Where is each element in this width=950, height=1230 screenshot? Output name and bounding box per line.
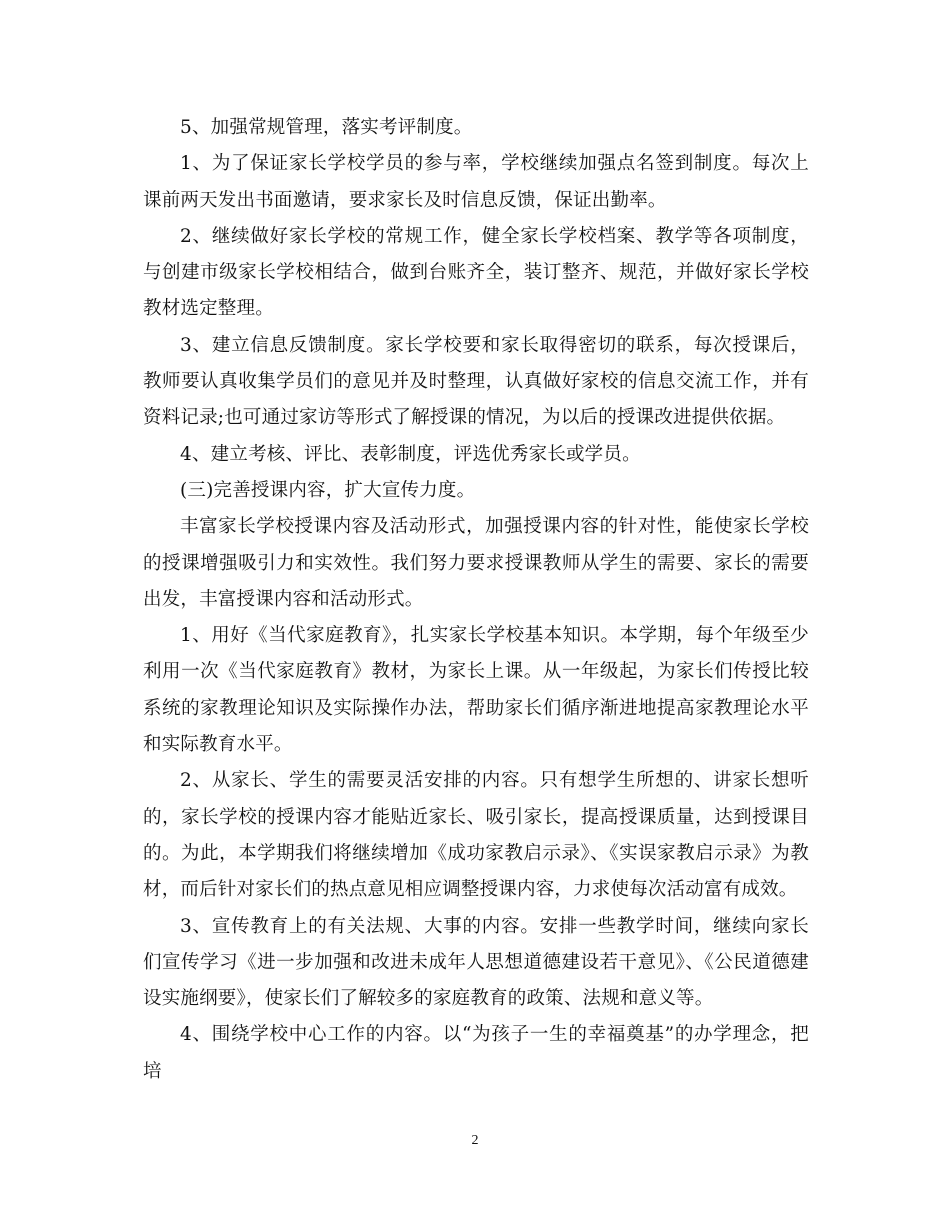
page-number: 2 bbox=[471, 1133, 479, 1148]
document-body bbox=[143, 110, 809, 1090]
paragraph-laws-regulations: 3、宣传教育上的有关法规、大事的内容。安排一些教学时间，继续向家长们宣传学习《进一步加强和改进未成年人思想道德建设若干意见》、《公民道德建设实施纲要》，使家长们了解较多的家庭教育的政策、法规和意义等。 bbox=[143, 915, 809, 1010]
paragraph-enrich-content: 丰富家长学校授课内容及活动形式，加强授课内容的针对性，能使家长学校的授课增强吸引力和实效性。我们努力要求授课教师从学生的需要、家长的需要出发，丰富授课内容和活动形式。 bbox=[143, 516, 809, 610]
paragraph-flexible-arrangement: 2、从家长、学生的需要灵活安排的内容。只有想学生所想的、讲家长想听的，家长学校的授课内容才能贴近家长、吸引家长，提高授课质量，达到授课目的。为此，本学期我们将继续增加《成功家教启示录》、《实误家教启示录》为教材，而后针对家长们的热点意见相应调整授课内容，力求使每次活动富有成效。 bbox=[143, 770, 809, 901]
paragraph-routine-work: 2、继续做好家长学校的常规工作，健全家长学校档案、教学等各项制度，与创建市级家长学校相结合，做到台账齐全，装订整齐、规范，并做好家长学校教材选定整理。 bbox=[143, 225, 809, 320]
paragraph-school-center-work: 4、围绕学校中心工作的内容。以“为孩子一生的幸福奠基”的办学理念，把培 bbox=[143, 1024, 809, 1082]
section-heading-content: (三)完善授课内容，扩大宣传力度。 bbox=[180, 479, 476, 501]
paragraph-family-education-book: 1、用好《当代家庭教育》，扎实家长学校基本知识。本学期，每个年级至少利用一次《当代家庭教育》教材，为家长上课。从一年级起，为家长们传授比较系统的家教理论知识及实际操作办法，帮助家长们循序渐进地提高家教理论水平和实际教育水平。 bbox=[143, 625, 809, 756]
paragraph-attendance: 1、为了保证家长学校学员的参与率，学校继续加强点名签到制度。每次上课前两天发出书面邀请，要求家长及时信息反馈，保证出勤率。 bbox=[143, 153, 809, 211]
paragraph-item-5-heading: 5、加强常规管理，落实考评制度。 bbox=[180, 117, 473, 138]
paragraph-feedback-system: 3、建立信息反馈制度。家长学校要和家长取得密切的联系，每次授课后，教师要认真收集学员们的意见并及时整理，认真做好家校的信息交流工作，并有资料记录;也可通过家访等形式了解授课的情况，为以后的授课改进提供依据。 bbox=[143, 334, 809, 429]
paragraph-assessment: 4、建立考核、评比、表彰制度，评选优秀家长或学员。 bbox=[180, 443, 641, 465]
